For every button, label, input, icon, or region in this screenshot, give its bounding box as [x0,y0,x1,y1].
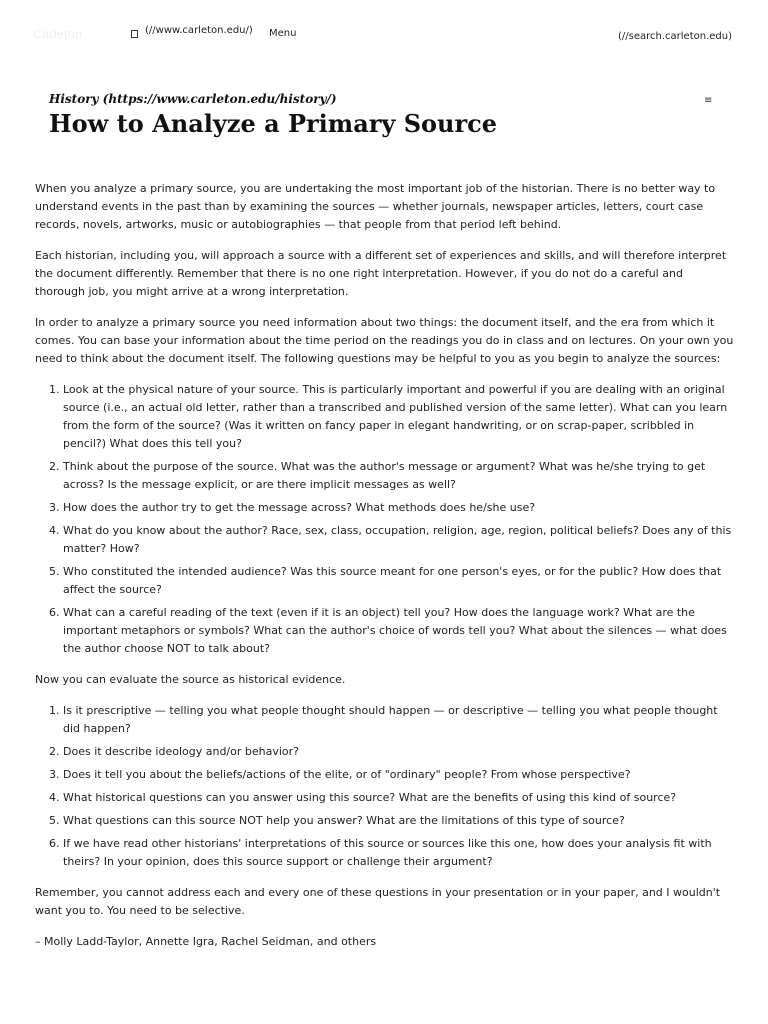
analysis-question: 2. Think about the purpose of the source. What was the author's message or argument? What was he/she trying to get across? Is the message explicit, or are there implicit messages as well? [63,458,735,494]
evaluation-question: 5. What questions can this source NOT help you answer? What are the limitations of this type of source? [63,812,735,830]
analysis-question-list [35,381,735,658]
analysis-question: 5. Who constituted the intended audience? Was this source meant for one person's eyes, or for the public? How does that affect the source? [63,563,735,599]
analysis-question: 3. How does the author try to get the message across? What methods does he/she use? [63,499,735,517]
article-body [35,180,735,964]
intro-paragraph-1: When you analyze a primary source, you are undertaking the most important job of the historian. There is no better way to understand events in the past than by examining the sources — whether journals, newspaper articles, letters, court case records, novels, artworks, music or autobiographies — that people from that period left behind. [35,182,716,231]
analysis-question: 1. Look at the physical nature of your source. This is particularly important and powerful if you are dealing with an original source (i.e., an actual old letter, rather than a transcribed and published version of the same letter). What can you learn from the form of the source? (Was it written on fancy paper in elegant handwriting, or on scrap-paper, scribbled in pencil?) What does this tell you? [63,381,735,453]
attribution: – Molly Ladd-Taylor, Annette Igra, Rachel Seidman, and others [35,935,377,948]
page-title: How to Analyze a Primary Source [49,109,498,138]
closing-paragraph: Remember, you cannot address each and every one of these questions in your presentation or in your paper, and I wouldn't want you to. You need to be selective. [35,886,721,917]
evaluation-intro: Now you can evaluate the source as historical evidence. [35,673,346,686]
evaluation-question: 3. Does it tell you about the beliefs/actions of the elite, or of "ordinary" people? From whose perspective? [63,766,735,784]
broken-image-icon [131,30,138,38]
search-link[interactable]: (//search.carleton.edu) [618,31,732,42]
evaluation-question: 2. Does it describe ideology and/or behavior? [63,743,735,761]
hamburger-icon[interactable]: ≡ [704,95,713,106]
evaluation-question: 1. Is it prescriptive — telling you what people thought should happen — or descriptive — telling you what people thought did happen? [63,702,735,738]
site-logo[interactable]: Carleton [33,27,83,41]
analysis-question: 6. What can a careful reading of the text (even if it is an object) tell you? How does the language work? What are the important metaphors or symbols? What can the author's choice of words tell you? What about the silences — what does the author choose NOT to talk about? [63,604,735,658]
section-link-history[interactable]: History (https://www.carleton.edu/history/) [49,92,337,106]
evaluation-question: 6. If we have read other historians' interpretations of this source or sources like this one, how does your analysis fit with theirs? In your opinion, does this source support or challenge their argument? [63,835,735,871]
home-link[interactable]: (//www.carleton.edu/) [145,25,253,36]
intro-paragraph-3: In order to analyze a primary source you need information about two things: the document itself, and the era from which it comes. You can base your information about the time period on the readings you do in class and on lectures. On your own you need to think about the document itself. The following questions may be helpful to you as you begin to analyze the sources: [35,316,734,365]
evaluation-question-list [35,702,735,871]
evaluation-question: 4. What historical questions can you answer using this source? What are the benefits of using this kind of source? [63,789,735,807]
intro-paragraph-2: Each historian, including you, will approach a source with a different set of experiences and skills, and will therefore interpret the document differently. Remember that there is no one right interpretation. However, if you do not do a careful and thorough job, you might arrive at a wrong interpretation. [35,249,727,298]
analysis-question: 4. What do you know about the author? Race, sex, class, occupation, religion, age, region, political beliefs? Does any of this matter? How? [63,522,735,558]
site-header [0,0,768,60]
menu-button[interactable]: Menu [269,28,297,39]
